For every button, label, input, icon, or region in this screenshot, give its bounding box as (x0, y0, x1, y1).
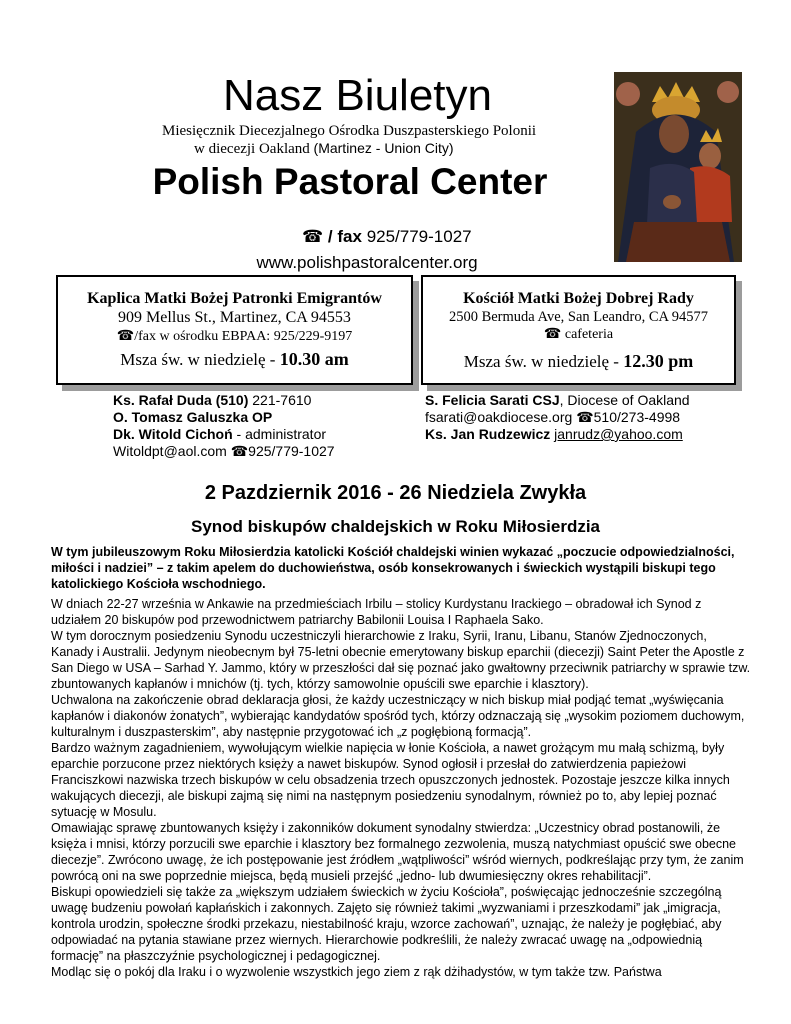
church-phone (423, 326, 734, 344)
article-heading: Synod biskupów chaldejskich w Roku Miłosierdzia (190, 517, 601, 536)
contact-phone: 510/273-4998 (593, 409, 681, 425)
phone-icon: ☎ (543, 327, 562, 342)
website-link[interactable]: www.polishpastoralcenter.org (256, 253, 478, 272)
church-mass-time (423, 350, 734, 373)
mass-time-value: 10.30 am (279, 349, 349, 369)
contact-sarati-email-line (425, 409, 690, 426)
center-fax (302, 226, 472, 248)
phone-icon: ☎ (576, 409, 594, 425)
fax-number: 925/779-1027 (366, 227, 472, 246)
diocese-locations: (Martinez - Union City) (313, 140, 454, 156)
mass-label: Msza św. w niedzielę - (120, 350, 276, 369)
contact-name: Ks. Rafał Duda (510) (113, 392, 249, 408)
bulletin-subtitle: Miesięcznik Diecezjalnego Ośrodka Duszpasterskiego Polonii (162, 123, 537, 139)
chapel-mass-time (58, 348, 411, 371)
contact-email[interactable]: Witoldpt@aol.com (113, 443, 227, 459)
article-paragraph: Omawiając sprawę zbuntowanych księży i zakonników dokument synodalny stwierdza: „Uczestnicy obrad postanowili, że księża i mnisi, którzy porzucili swe eparchie i klasztory bez formalnego zezwolenia, muszą natychmiast opuścić swe obecne diecezje”. Zwrócono uwagę, że ich postępowanie jest źródłem „wątpliwości” wśród wiernych, podkreślając przy tym, że zanim powrócą oni na swe poprzednie miejsca, będą musieli przejść „jedno- lub dwumiesięczny okres rehabilitacji”. (51, 821, 744, 883)
madonna-icon (614, 72, 742, 262)
contact-phone: 925/779-1027 (248, 443, 335, 459)
center-name: Polish Pastoral Center (152, 161, 548, 202)
article-paragraph: Bardzo ważnym zagadnieniem, wywołującym wielkie napięcia w łonie Kościoła, a nawet grożącym mu małą schizmą, były eparchie porzucone przez niektórych księży a nawet biskupów. Synod ogłosił i przesłał do zatwierdzenia papieżowi Franciszkowi nazwiska trzech biskupów w celu obsadzenia trzech opuszczonych jednostek. Pozostaje jeszcze kilka innych wakujących diecezji, ale biskupi zajmą się nimi na następnym posiedzeniu synodalnym, również po to, aby lepiej poznać sytuację w Mosulu. (51, 741, 730, 819)
contact-email-line (113, 443, 335, 460)
phone-icon: ☎ (302, 227, 324, 246)
contact-name: Ks. Jan Rudzewicz (425, 426, 551, 442)
diocese-text: w diecezji Oakland (194, 141, 310, 157)
chapel-address: 909 Mellus St., Martinez, CA 94553 (118, 309, 351, 326)
contact-phone: 221-7610 (252, 392, 312, 408)
contact-duda (113, 392, 335, 409)
church-info-box (421, 275, 736, 385)
contact-rudzewicz (425, 426, 690, 443)
bulletin-subtitle-diocese (194, 139, 454, 158)
chapel-phone-text: /fax w ośrodku EBPAA: 925/229-9197 (134, 329, 353, 344)
article-paragraph: W dniach 22-27 września w Ankawie na przedmieściach Irbilu – stolicy Kurdystanu Irackiego – obradował ich Synod z udziałem 20 biskupów pod przewodnictwem patriarchy Babilonii Louisa I Raphaela Sako. (51, 597, 702, 627)
mass-time-value: 12.30 pm (623, 351, 694, 371)
article-body (51, 596, 751, 980)
chapel-phone (58, 328, 411, 346)
contact-email[interactable]: fsarati@oakdiocese.org (425, 409, 573, 425)
bulletin-title: Nasz Biuletyn (222, 71, 492, 120)
contacts-right (425, 392, 690, 443)
article-paragraph: Uchwalona na zakończenie obrad deklaracja głosi, że każdy uczestniczący w nich biskup miał podjąć temat „wyświęcania kapłanów i diakonów żonatych”, wybierając kandydatów spośród tych, którzy odznaczają się „wysokim poziomem duchowym, kulturalnym i duszpasterskim”, aby następnie przygotować ich „z pogłębioną formacją”. (51, 693, 745, 739)
contact-sarati (425, 392, 690, 409)
contact-email-link[interactable]: janrudz@yahoo.com (554, 426, 683, 442)
date-heading: 2 Pazdziernik 2016 - 26 Niedziela Zwykła (204, 482, 587, 504)
contacts-left (113, 392, 335, 460)
church-address: 2500 Bermuda Ave, San Leandro, CA 94577 (448, 309, 709, 325)
phone-icon: ☎ (116, 329, 135, 344)
fax-label: / fax (327, 227, 362, 246)
contact-name: O. Tomasz Galuszka OP (113, 409, 273, 425)
article-paragraph: W tym dorocznym posiedzeniu Synodu uczestniczyli hierarchowie z Iraku, Syrii, Iranu, Libanu, Stanów Zjednoczonych, Kanady i Australii. Jedynym nieobecnym był 75-letni obecnie emerytowany biskup eparchii (diecezji) Saint Peter the Apostle z San Diego w USA – Sarhad Y. Jammo, który w przeszłości dał się poznać jako gwałtowny przeciwnik patriarchy w sprawie tzw. zbuntowanych kapłanów i mnichów (tj. tych, którzy samowolnie opuścili swe eparchie i klasztory). (51, 629, 751, 691)
contact-role: - administrator (236, 426, 327, 442)
contact-name: S. Felicia Sarati CSJ (425, 392, 560, 408)
contact-affiliation: , Diocese of Oakland (559, 392, 690, 408)
church-phone-text: cafeteria (564, 327, 614, 342)
contact-galuszka (113, 409, 335, 426)
phone-icon: ☎ (230, 443, 249, 459)
article-paragraph: Modląc się o pokój dla Iraku i o wyzwolenie wszystkich jego ziem z rąk dżihadystów, w tym także tzw. Państwa (51, 965, 662, 979)
contact-name: Dk. Witold Cichoń (113, 426, 233, 442)
chapel-info-box (56, 275, 413, 385)
church-name: Kościół Matki Bożej Dobrej Rady (463, 290, 694, 307)
article-paragraph: Biskupi opowiedzieli się także za „większym udziałem świeckich w życiu Kościoła”, poświęcając jednocześnie szczególną uwagę budzeniu powołań kapłańskich i zakonnych. Zajęto się również takimi „wyzwaniami i przeszkodami” jak „imigracja, kontrola urodzin, społeczne środki przekazu, niestabilność kraju, wzorce zachowań”, uznając, że należy je pogłębiać, aby odpowiadać na pytania stawiane przez wiernych. Hierarchowie podkreślili, że należy zwracać uwagę na „odpowiednią formację” na płaszczyźnie psychologicznej i pedagogicznej. (51, 885, 722, 963)
article-lead: W tym jubileuszowym Roku Miłosierdzia katolicki Kościół chaldejski winien wykazać „poczucie odpowiedzialności, miłości i nadziei” – z takim apelem do duchowieństwa, osób konsekrowanych i świeckich wystąpili biskupi tego katolickiego Kościoła wschodniego. (51, 545, 735, 591)
mass-label: Msza św. w niedzielę - (463, 352, 619, 371)
contact-cichon (113, 426, 335, 443)
chapel-name: Kaplica Matki Bożej Patronki Emigrantów (87, 290, 382, 307)
